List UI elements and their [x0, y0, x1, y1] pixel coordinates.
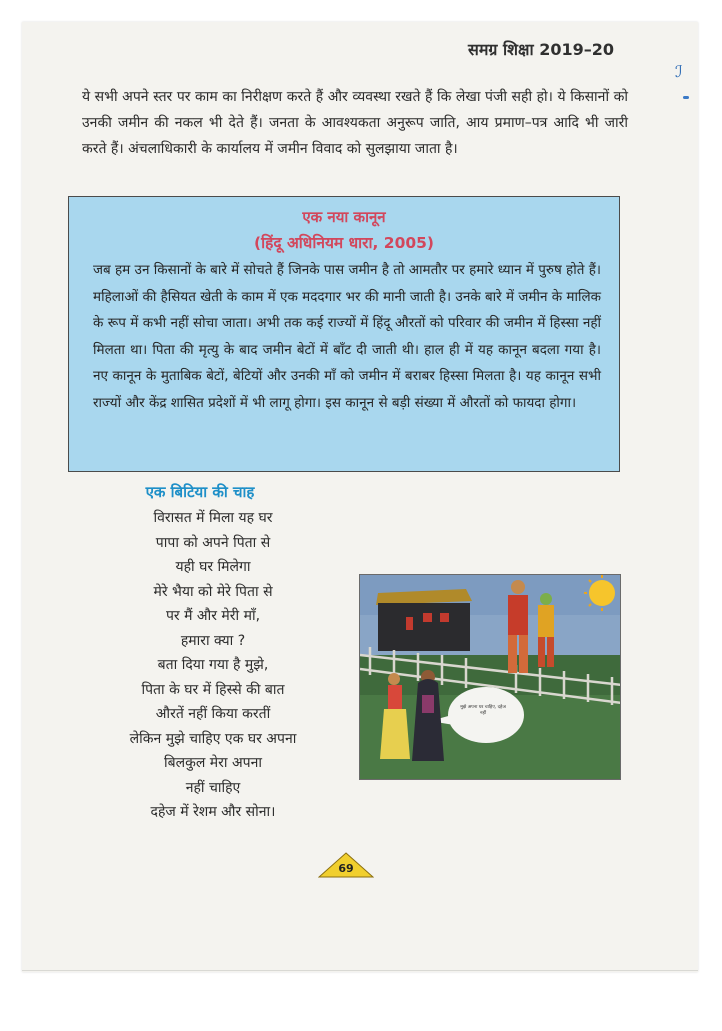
house-window: [440, 613, 449, 622]
house-window: [406, 617, 413, 630]
poem-line: यही घर मिलेगा: [175, 559, 251, 575]
margin-pen-mark: ℐ: [675, 62, 683, 81]
poem-line: पापा को अपने पिता से: [155, 534, 271, 551]
intro-paragraph: [82, 84, 628, 162]
poem-body: [98, 506, 328, 825]
intro-text: ये सभी अपने स्तर पर काम का निरीक्षण करते हैं और व्यवस्था रखते हैं कि लेखा पंजी सही हो। ये किसानों को उनकी जमीन की नकल भी देते हैं। जनता के आवश्यकता अनुरूप जाति, आय प्रमाण–पत्र आदि भी जारी करते हैं। अंचलाधिकारी के कार्यालय में जमीन विवाद को सुलझाया जाता है।: [82, 89, 628, 157]
poem-line: औरतें नहीं किया करतीं: [155, 706, 271, 722]
poem-line: दहेज में रेशम और सोना।: [150, 804, 276, 820]
poem-title: एक बिटिया की चाह: [145, 483, 255, 501]
poem-line: पिता के घर में हिस्से की बात: [141, 681, 285, 698]
box-subtitle: (हिंदू अधिनियम धारा, 2005): [253, 234, 435, 252]
poem-line: लेकिन मुझे चाहिए एक घर अपना: [129, 730, 297, 747]
page-edge-divider: [22, 970, 698, 971]
drawing-svg: [360, 575, 621, 780]
poem-line: बता दिया गया है मुझे,: [157, 657, 269, 673]
poem-line: नहीं चाहिए: [185, 779, 241, 796]
poem-line: हमारा क्या ?: [180, 632, 246, 649]
box-title: एक नया कानून: [302, 208, 386, 226]
poem-line: पर मैं और मेरी माँ,: [165, 608, 261, 624]
page-number: 69: [338, 862, 354, 875]
poem-line: मेरे भैया को मेरे पिता से: [153, 583, 273, 600]
new-law-box: [68, 196, 620, 472]
poem-line: विरासत में मिला यह घर: [153, 510, 273, 526]
house-icon: [378, 603, 470, 651]
poem-line: बिलकुल मेरा अपना: [163, 755, 263, 771]
page-header-title: समग्र शिक्षा 2019–20: [468, 40, 614, 59]
house-window: [423, 613, 432, 622]
child-drawing-illustration: [359, 574, 621, 780]
box-text: जब हम उन किसानों के बारे में सोचते हैं जिनके पास जमीन है तो आमतौर पर हमारे ध्यान में पुरुष होते हैं। महिलाओं की हैसियत खेती के काम में एक मददगार भर की मानी जाती है। उनके बारे में जमीन के मालिक के रूप में कभी नहीं सोचा जाता। अभी तक कई राज्यों में हिंदू औरतों को परिवार की जमीन में हिस्सा नहीं मिलता था। पिता की मृत्यु के बाद जमीन बेटों में बाँट दी जाती थी। हाल ही में यह कानून बदला गया है। नए कानून के मुताबिक बेटों, बेटियों और उनकी माँ को जमीन में बराबर हिस्सा मिलता है। यह कानून सभी राज्यों और केंद्र शासित प्रदेशों में भी लागू होगा। इस कानून से बड़ी संख्या में औरतों को फायदा होगा।: [93, 262, 601, 411]
margin-pen-dot: [683, 96, 689, 99]
page-number-badge: [318, 852, 374, 878]
sun-icon: [589, 580, 615, 606]
speech-bubble-text: मुझे अपना घर चाहिए, दहेज नहीं: [460, 705, 506, 716]
